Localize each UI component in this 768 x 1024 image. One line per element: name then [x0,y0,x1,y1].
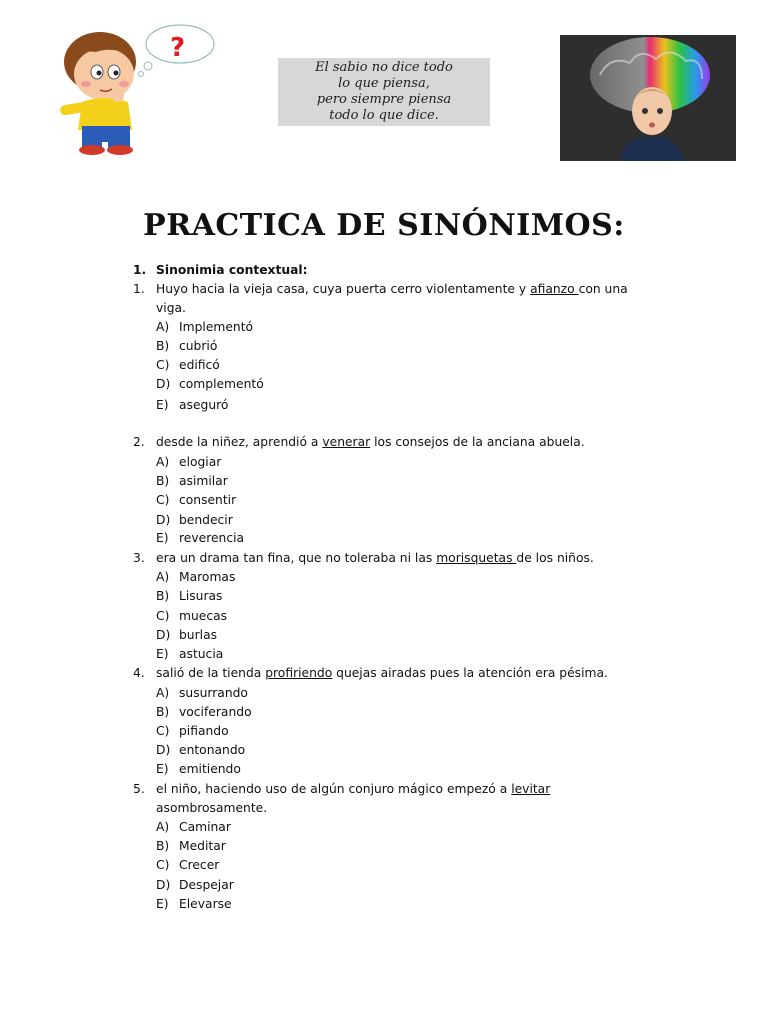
section-number: 1. [133,263,147,277]
option-text: aseguró [179,398,229,412]
option-letter: A) [156,455,170,469]
option-text: burlas [179,628,218,642]
question-number: 3. [133,551,145,565]
option-letter: D) [156,878,171,892]
option-letter: E) [156,647,169,661]
option-text: asimilar [179,474,228,488]
svg-text:?: ? [170,33,186,63]
option-letter: A) [156,820,170,834]
section-label: Sinonimia contextual: [156,263,308,277]
option-letter: C) [156,858,170,872]
option-text: muecas [179,609,228,623]
thinking-boy-illustration [52,22,222,156]
quote-image [278,58,490,126]
quote-line: lo que piensa, [338,76,430,91]
option-letter: B) [156,839,170,853]
option-letter: B) [156,705,170,719]
option-text: entonando [179,743,246,757]
question-number: 4. [133,666,145,680]
child-brain-photo [560,35,736,161]
option-text: cubrió [179,339,218,353]
option-text: Despejar [179,878,234,892]
target-word: profiriendo [265,666,333,680]
option-letter: C) [156,609,170,623]
option-text: Implementó [179,320,254,334]
option-letter: E) [156,897,169,911]
option-letter: B) [156,589,170,603]
option-text: elogiar [179,455,222,469]
option-letter: D) [156,628,171,642]
question-number: 2. [133,435,145,449]
option-letter: A) [156,320,170,334]
option-letter: D) [156,377,171,391]
option-text: reverencia [179,531,245,545]
option-letter: E) [156,762,169,776]
option-text: Elevarse [179,897,232,911]
option-text: Caminar [179,820,231,834]
quote-line: El sabio no dice todo [315,60,453,75]
quote-line: pero siempre piensa [316,92,452,107]
question-text: desde la niñez, aprendió a venerar los consejos de la anciana abuela. [156,435,585,449]
option-text: Crecer [179,858,220,872]
quote-line: todo lo que dice. [329,108,439,123]
option-text: astucia [179,647,224,661]
option-letter: D) [156,513,171,527]
target-word: venerar [322,435,371,449]
option-letter: E) [156,531,169,545]
option-letter: C) [156,358,170,372]
option-text: Lisuras [179,589,223,603]
option-letter: C) [156,724,170,738]
option-text: edificó [179,358,220,372]
option-text: Meditar [179,839,226,853]
option-letter: A) [156,686,170,700]
option-text: bendecir [179,513,233,527]
question-text: era un drama tan fina, que no toleraba ni las morisquetas de los niños. [156,551,594,565]
option-text: vociferando [179,705,252,719]
option-letter: C) [156,493,170,507]
option-text: emitiendo [179,762,241,776]
option-text: susurrando [179,686,248,700]
target-word: morisquetas [436,551,517,565]
question-text: salió de la tienda profiriendo quejas airadas pues la atención era pésima. [156,666,608,680]
question-text: Huyo hacia la vieja casa, cuya puerta cerro violentamente y afianzo con una [156,282,628,296]
option-letter: B) [156,474,170,488]
question-number: 1. [133,282,145,296]
option-letter: A) [156,570,170,584]
option-letter: D) [156,743,171,757]
option-text: consentir [179,493,237,507]
page-title: PRACTICA DE SINÓNIMOS: [143,208,625,243]
question-text: el niño, haciendo uso de algún conjuro mágico empezó a levitar [156,782,551,796]
option-letter: E) [156,398,169,412]
option-letter: B) [156,339,170,353]
question-number: 5. [133,782,145,796]
option-text: complementó [179,377,264,391]
option-text: pifiando [179,724,229,738]
target-word: levitar [511,782,551,796]
target-word: afianzo [530,282,579,296]
option-text: Maromas [179,570,236,584]
